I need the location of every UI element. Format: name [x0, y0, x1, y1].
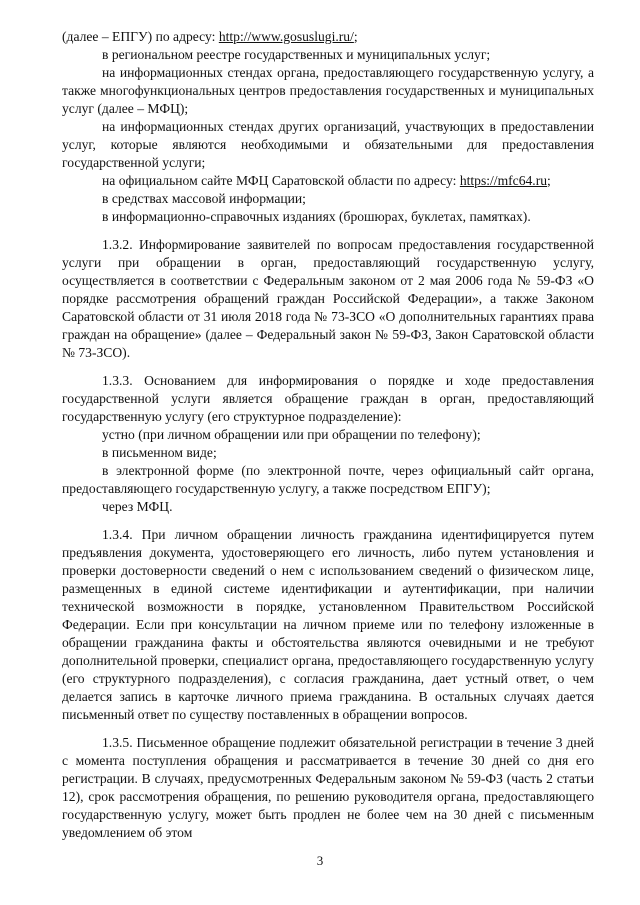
page-number: 3	[316, 853, 324, 868]
list-item-written: в письменном виде;	[102, 445, 217, 460]
section-1-3-2: 1.3.2. Информирование заявителей по вопросам предоставления государственной услуги при обращении в орган, предоставляющий государственную услугу, осуществляется в соответствии с Федеральным законом от 2 мая 2006 года № 59-ФЗ «О порядке рассмотрения обращений граждан Российской Федерации», а также Законом Саратовской области от 31 июля 2018 года № 73-ЗСО «О дополнительных гарантиях права граждан на обращение» (далее – Федеральный закон № 59-ФЗ, Закон Саратовской области № 73-ЗСО).	[62, 237, 594, 360]
list-item-oral: устно (при личном обращении или при обращении по телефону);	[102, 427, 481, 442]
paragraph-info-stands-organ: на информационных стендах органа, предоставляющего государственную услугу, а также многофункциональных центров предоставления государственных и муниципальных услуг (далее – МФЦ);	[62, 65, 594, 116]
paragraph-regional-registry: в региональном реестре государственных и муниципальных услуг;	[102, 47, 491, 62]
paragraph-reference-publications: в информационно-справочных изданиях (брошюрах, буклетах, памятках).	[102, 209, 531, 224]
section-1-3-4: 1.3.4. При личном обращении личность гражданина идентифицируется путем предъявления документа, удостоверяющего его личность, либо путем установления и проверки достоверности сведений о нем с использованием сведений о физическом лице, размещенных в единой системе идентификации и аутентификации, при наличии технической возможности в порядке, установленном Правительством Российской Федерации. Если при консультации на личном приеме или по телефону изложенные в обращении гражданина факты и обстоятельства являются очевидными и не требуют дополнительной проверки, специалист органа, предоставляющего государственную услугу (его структурного подразделения), с согласия гражданина, дает устный ответ, о чем делается запись в карточке личного приема гражданина. В остальных случаях дается письменный ответ по существу поставленных в обращении вопросов.	[62, 527, 594, 722]
mfc64-link[interactable]: https://mfc64.ru	[459, 173, 548, 188]
paragraph-info-stands-other: на информационных стендах других организаций, участвующих в предоставлении услуг, которые являются необходимыми и обязательными для предоставления государственной услуги;	[62, 119, 594, 170]
paragraph-mfc-site	[62, 172, 594, 190]
paragraph-text: (далее – ЕПГУ) по адресу:	[62, 29, 219, 44]
paragraph-text: ;	[547, 173, 551, 188]
list-item-electronic: в электронной форме (по электронной почте, через официальный сайт органа, предоставляющего государственную услугу, а также посредством ЕПГУ);	[62, 463, 594, 496]
paragraph-text: на официальном сайте МФЦ Саратовской области по адресу:	[102, 173, 460, 188]
gosuslugi-link[interactable]: http://www.gosuslugi.ru/	[218, 29, 354, 44]
paragraph-mass-media: в средствах массовой информации;	[102, 191, 306, 206]
paragraph-epgu-address	[62, 28, 594, 46]
section-1-3-3: 1.3.3. Основанием для информирования о порядке и ходе предоставления государственной услуги является обращение граждан в орган, предоставляющий государственную услугу (его структурное подразделение):	[62, 373, 594, 424]
section-1-3-5: 1.3.5. Письменное обращение подлежит обязательной регистрации в течение 3 дней с момента поступления обращения и рассматривается в течение 30 дней со дня его регистрации. В случаях, предусмотренных Федеральным законом № 59-ФЗ (часть 2 статьи 12), срок рассмотрения обращения, по решению руководителя органа, предоставляющего государственную услугу, может быть продлен не более чем на 30 дней с письменным уведомлением об этом	[62, 735, 594, 840]
document-page	[62, 28, 594, 842]
list-item-mfc: через МФЦ.	[102, 499, 173, 514]
paragraph-text: ;	[353, 29, 358, 44]
